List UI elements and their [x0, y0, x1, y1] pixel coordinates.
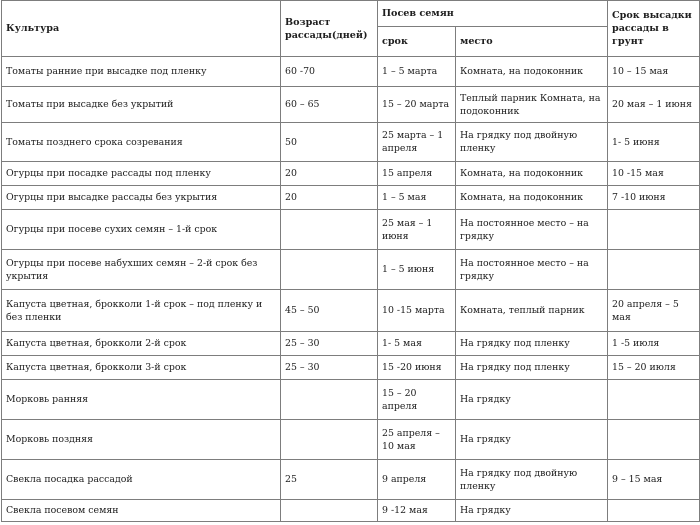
- sowing-schedule-table: [1, 0, 700, 522]
- table-row: [2, 420, 700, 460]
- term-cell: 15 -20 июня: [378, 356, 456, 380]
- age-cell: 45 – 50: [281, 290, 378, 332]
- place-cell: Комната, на подоконник: [456, 186, 608, 210]
- place-cell: На грядку под двойную пленку: [456, 123, 608, 162]
- crop-cell: Морковь ранняя: [2, 380, 281, 420]
- age-cell: 50: [281, 123, 378, 162]
- age-cell: 60 -70: [281, 57, 378, 87]
- table-row: [2, 332, 700, 356]
- planting-cell: 20 мая – 1 июня: [608, 87, 700, 123]
- crop-cell: Огурцы при высадке рассады без укрытия: [2, 186, 281, 210]
- crop-cell: Томаты при высадке без укрытий: [2, 87, 281, 123]
- planting-cell: 10 – 15 мая: [608, 57, 700, 87]
- place-cell: Теплый парник Комната, на подоконник: [456, 87, 608, 123]
- table-row: [2, 250, 700, 290]
- crop-cell: Свекла посевом семян: [2, 500, 281, 522]
- place-cell: Комната, на подоконник: [456, 162, 608, 186]
- table-row: [2, 210, 700, 250]
- term-cell: 1 – 5 мая: [378, 186, 456, 210]
- age-cell: 25 – 30: [281, 356, 378, 380]
- planting-cell: [608, 380, 700, 420]
- term-cell: 1 – 5 марта: [378, 57, 456, 87]
- place-cell: На грядку: [456, 420, 608, 460]
- crop-cell: Капуста цветная, брокколи 3-й срок: [2, 356, 281, 380]
- planting-cell: 9 – 15 мая: [608, 460, 700, 500]
- table-row: [2, 290, 700, 332]
- crop-cell: Капуста цветная, брокколи 2-й срок: [2, 332, 281, 356]
- planting-cell: 7 -10 июня: [608, 186, 700, 210]
- place-cell: На постоянное место – на грядку: [456, 250, 608, 290]
- term-cell: 9 -12 мая: [378, 500, 456, 522]
- planting-cell: 1- 5 июня: [608, 123, 700, 162]
- table-row: [2, 500, 700, 522]
- place-cell: На грядку под двойную пленку: [456, 460, 608, 500]
- term-cell: 15 – 20 апреля: [378, 380, 456, 420]
- header-crop: Культура: [2, 1, 281, 57]
- place-cell: Комната, на подоконник: [456, 57, 608, 87]
- age-cell: 25: [281, 460, 378, 500]
- crop-cell: Огурцы при посеве сухих семян – 1-й срок: [2, 210, 281, 250]
- planting-cell: 10 -15 мая: [608, 162, 700, 186]
- header-age: Возраст рассады(дней): [281, 1, 378, 57]
- table-row: [2, 162, 700, 186]
- term-cell: 25 мая – 1 июня: [378, 210, 456, 250]
- table-row: [2, 460, 700, 500]
- term-cell: 15 – 20 марта: [378, 87, 456, 123]
- header-place: место: [456, 27, 608, 57]
- age-cell: 20: [281, 162, 378, 186]
- planting-cell: [608, 420, 700, 460]
- age-cell: 60 – 65: [281, 87, 378, 123]
- age-cell: [281, 250, 378, 290]
- crop-cell: Огурцы при посеве набухших семян – 2-й срок без укрытия: [2, 250, 281, 290]
- place-cell: На постоянное место – на грядку: [456, 210, 608, 250]
- table-row: [2, 57, 700, 87]
- place-cell: Комната, теплый парник: [456, 290, 608, 332]
- crop-cell: Капуста цветная, брокколи 1-й срок – под пленку и без пленки: [2, 290, 281, 332]
- table-row: [2, 380, 700, 420]
- age-cell: [281, 210, 378, 250]
- age-cell: [281, 420, 378, 460]
- table-row: [2, 186, 700, 210]
- planting-cell: [608, 250, 700, 290]
- table-row: [2, 356, 700, 380]
- place-cell: На грядку под пленку: [456, 356, 608, 380]
- table-row: [2, 123, 700, 162]
- term-cell: 1 – 5 июня: [378, 250, 456, 290]
- planting-cell: 15 – 20 июля: [608, 356, 700, 380]
- crop-cell: Свекла посадка рассадой: [2, 460, 281, 500]
- age-cell: 25 – 30: [281, 332, 378, 356]
- term-cell: 1- 5 мая: [378, 332, 456, 356]
- term-cell: 25 апреля – 10 мая: [378, 420, 456, 460]
- term-cell: 9 апреля: [378, 460, 456, 500]
- age-cell: [281, 500, 378, 522]
- header-sowing: Посев семян: [378, 1, 608, 27]
- place-cell: На грядку под пленку: [456, 332, 608, 356]
- age-cell: 20: [281, 186, 378, 210]
- planting-cell: 1 -5 июля: [608, 332, 700, 356]
- term-cell: 25 марта – 1 апреля: [378, 123, 456, 162]
- planting-cell: [608, 500, 700, 522]
- planting-cell: [608, 210, 700, 250]
- header-planting: Срок высадки рассады в грунт: [608, 1, 700, 57]
- place-cell: На грядку: [456, 500, 608, 522]
- term-cell: 10 -15 марта: [378, 290, 456, 332]
- term-cell: 15 апреля: [378, 162, 456, 186]
- place-cell: На грядку: [456, 380, 608, 420]
- crop-cell: Томаты ранние при высадке под пленку: [2, 57, 281, 87]
- header-term: срок: [378, 27, 456, 57]
- crop-cell: Огурцы при посадке рассады под пленку: [2, 162, 281, 186]
- crop-cell: Томаты позднего срока созревания: [2, 123, 281, 162]
- table-row: [2, 87, 700, 123]
- planting-cell: 20 апреля – 5 мая: [608, 290, 700, 332]
- crop-cell: Морковь поздняя: [2, 420, 281, 460]
- age-cell: [281, 380, 378, 420]
